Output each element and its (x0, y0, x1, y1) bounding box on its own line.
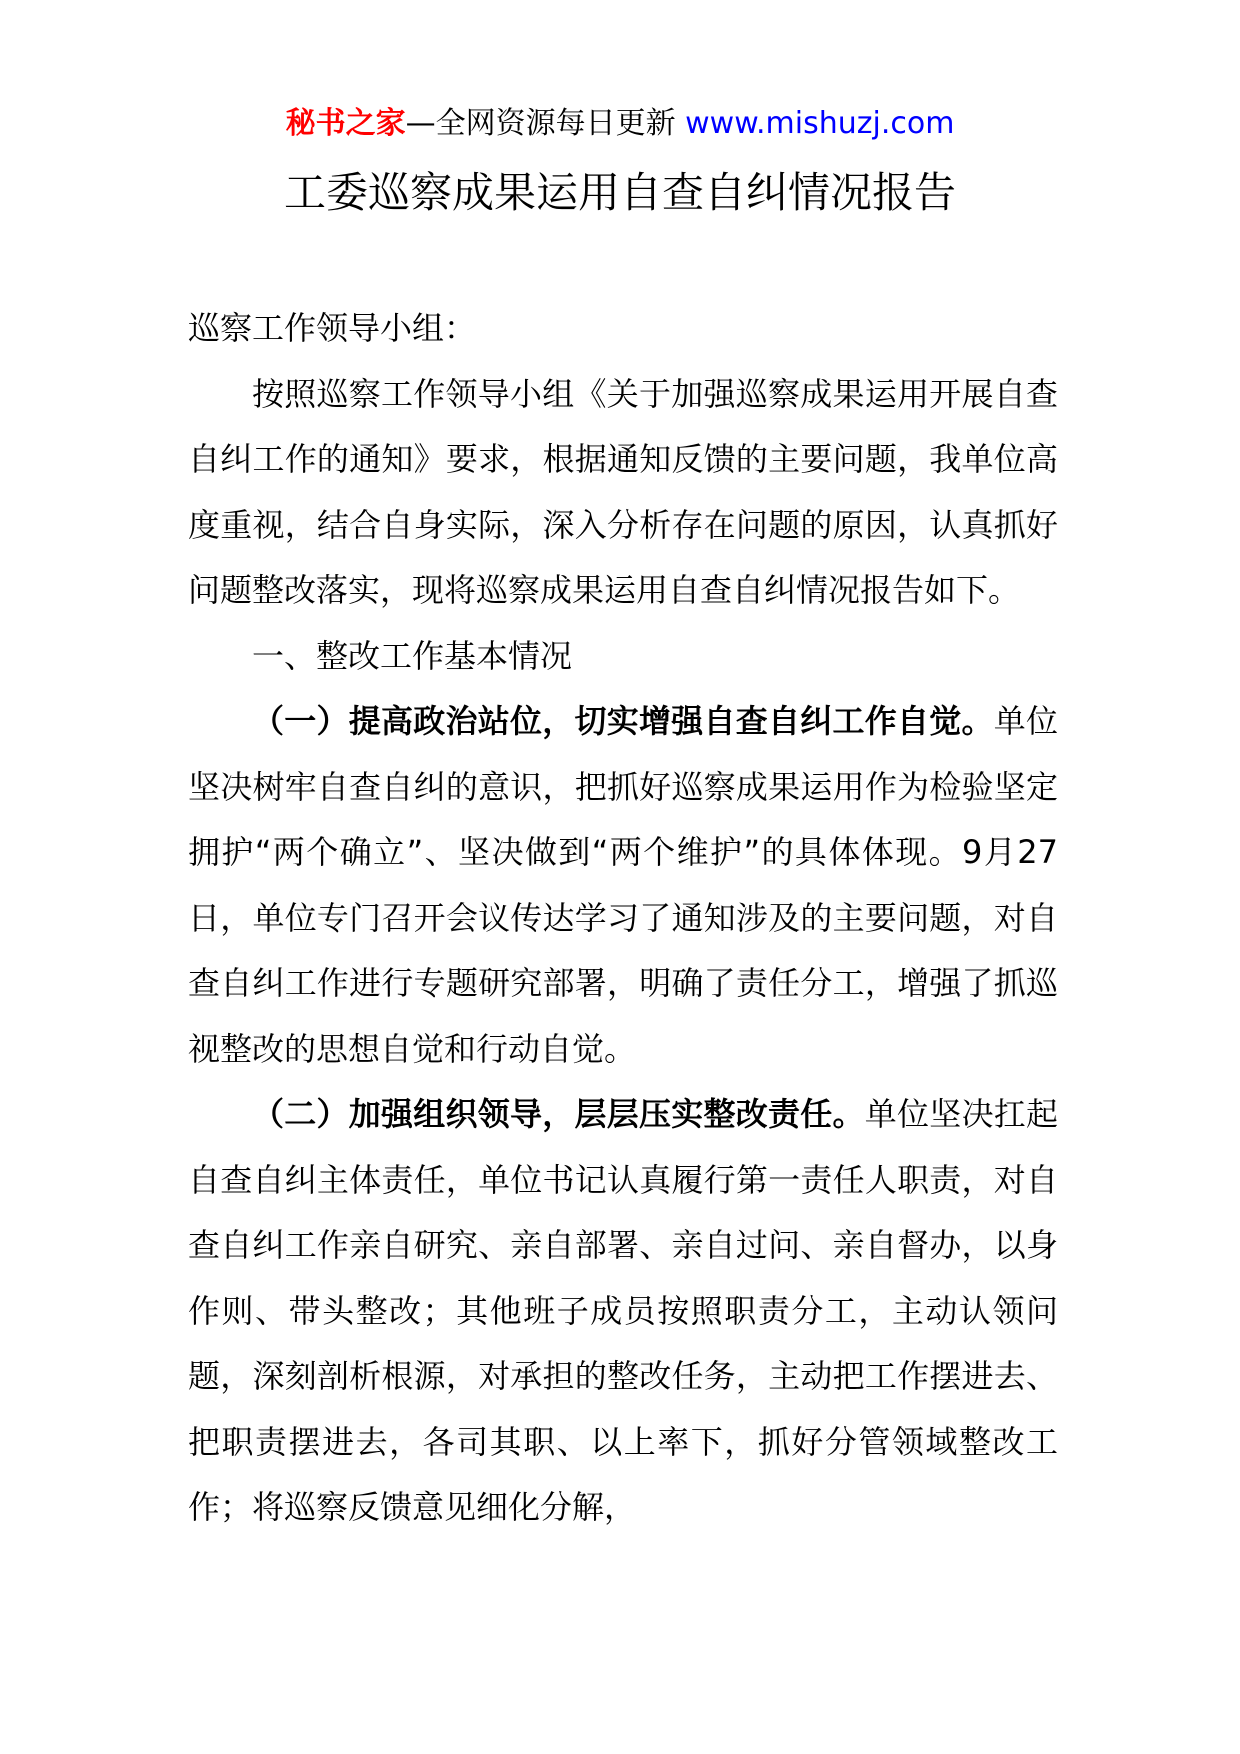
site-name: 秘书之家 (285, 106, 406, 141)
salutation: 巡察工作领导小组： (188, 309, 477, 347)
item-1-heading: （一）提高政治站位，切实增强自查自纠工作自觉。 (252, 702, 994, 740)
document-body (188, 296, 1058, 1541)
site-slogan: —全网资源每日更新 (405, 106, 676, 141)
item-2-paragraph (188, 1082, 1058, 1541)
document-title: 工委巡察成果运用自查自纠情况报告 (283, 168, 956, 217)
intro-paragraph: 按照巡察工作领导小组《关于加强巡察成果运用开展自查自纠工作的通知》要求，根据通知反馈的主要问题，我单位高度重视，结合自身实际，深入分析存在问题的原因，认真抓好问题整改落实，现将巡察成果运用自查自纠情况报告如下。 (188, 374, 1058, 609)
item-2-body: 单位坚决扛起自查自纠主体责任，单位书记认真履行第一责任人职责，对自查自纠工作亲自研究、亲自部署、亲自过问、亲自督办，以身作则、带头整改；其他班子成员按照职责分工，主动认领问题，深刻剖析根源，对承担的整改任务，主动把工作摆进去、把职责摆进去，各司其职、以上率下，抓好分管领域整改工作；将巡察反馈意见细化分解， (188, 1095, 1058, 1526)
section-heading-1: 一、整改工作基本情况 (252, 636, 573, 675)
site-url-link[interactable]: www.mishuzj.com (685, 106, 955, 141)
item-1-body: 单位坚决树牢自查自纠的意识，把抓好巡察成果运用作为检验坚定拥护“两个确立”、坚决做到“两个维护”的具体体现。9月27日，单位专门召开会议传达学习了通知涉及的主要问题，对自查自纠工作进行专题研究部署，明确了责任分工，增强了抓巡视整改的思想自觉和行动自觉。 (188, 702, 1058, 1068)
item-1-paragraph (188, 689, 1058, 1082)
item-2-heading: （二）加强组织领导，层层压实整改责任。 (252, 1095, 865, 1133)
site-header-banner (0, 102, 1240, 146)
